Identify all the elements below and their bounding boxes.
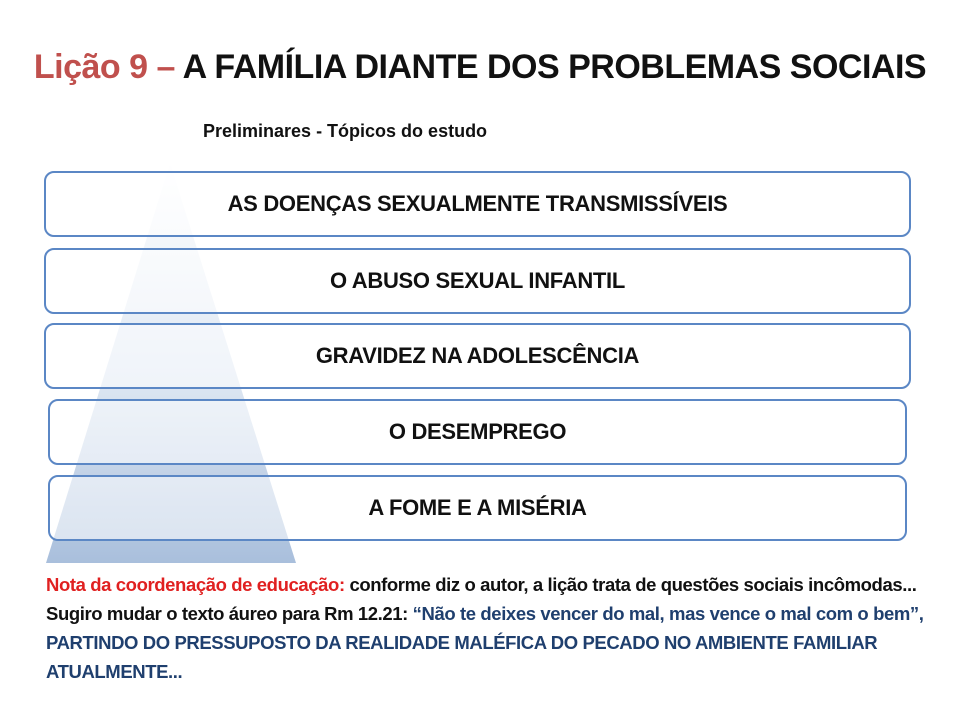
topic-box-5: [48, 475, 907, 541]
topic-label: GRAVIDEZ NA ADOLESCÊNCIA: [315, 343, 640, 368]
subtitle: Preliminares - Tópicos do estudo: [203, 121, 488, 141]
note-text: conforme diz o autor, a lição trata de questões sociais incômodas... Sugiro mudar o texto áureo para Rm 12.21:: [46, 574, 917, 624]
topic-label: O DESEMPREGO: [388, 419, 567, 444]
topic-box-4: [48, 399, 907, 465]
topic-box-2: [44, 248, 911, 314]
lesson-title: A FAMÍLIA DIANTE DOS PROBLEMAS SOCIAIS: [182, 48, 927, 86]
note-quote: “Não te deixes vencer do mal, mas vence o mal com o bem”: [412, 603, 919, 624]
topic-box-3: [44, 323, 911, 389]
topic-label: O ABUSO SEXUAL INFANTIL: [329, 268, 625, 293]
coordination-note: [46, 570, 926, 686]
topic-label: AS DOENÇAS SEXUALMENTE TRANSMISSÍVEIS: [227, 191, 728, 216]
lesson-number: Lição 9 –: [33, 48, 175, 86]
note-label: Nota da coordenação de educação:: [46, 574, 345, 595]
note-conclusion: , PARTINDO DO PRESSUPOSTO DA REALIDADE MALÉFICA DO PECADO NO AMBIENTE FAMILIAR ATUALMENTE...: [46, 603, 924, 682]
topic-label: A FOME E A MISÉRIA: [368, 495, 587, 520]
topic-box-1: [44, 171, 911, 237]
